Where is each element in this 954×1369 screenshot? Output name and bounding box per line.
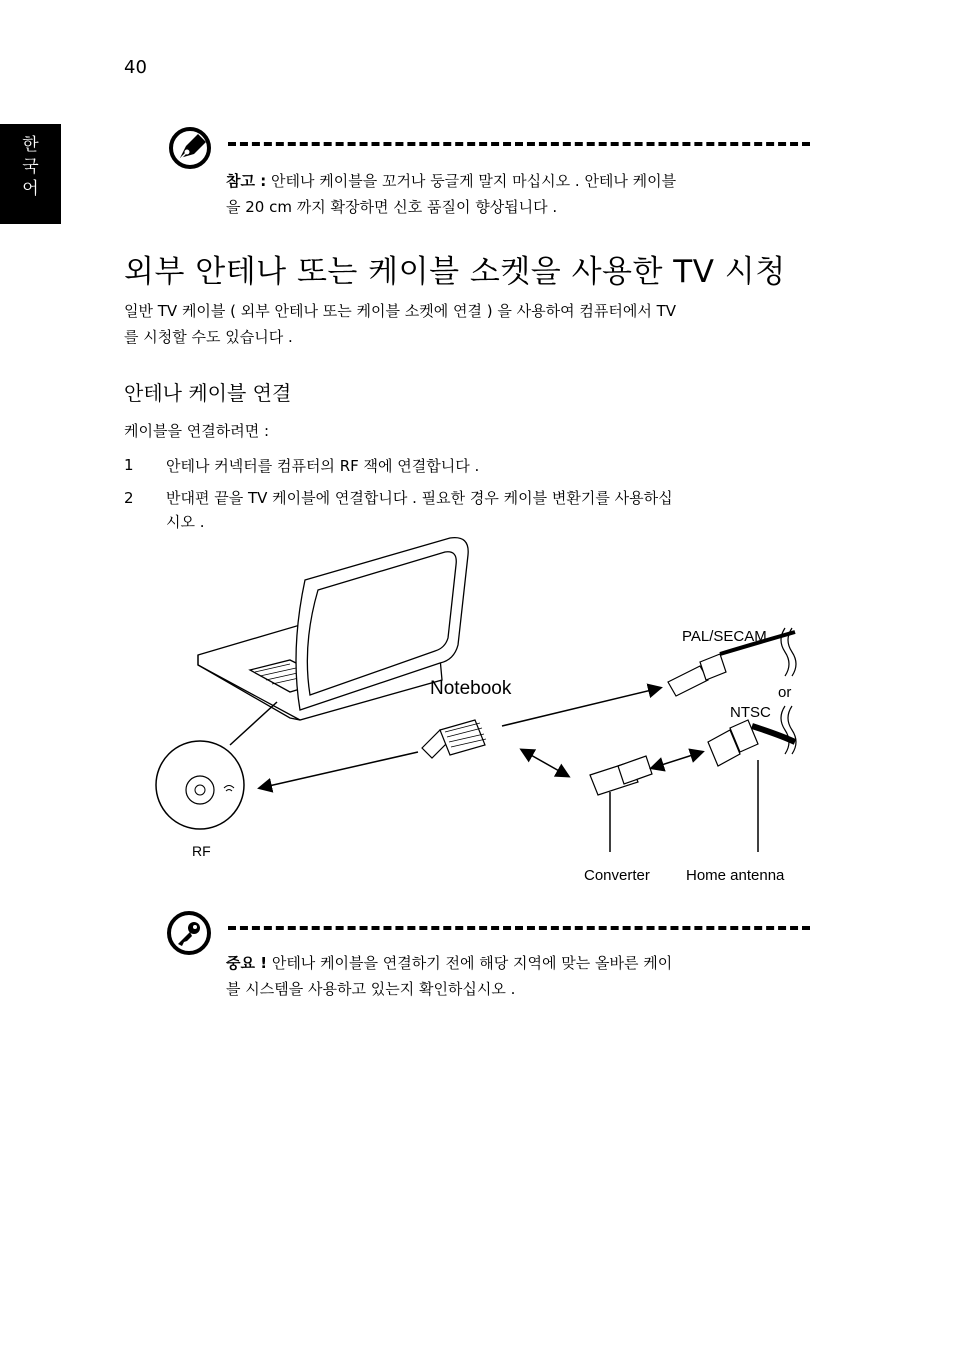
note-text [226, 168, 806, 220]
rf-port-illustration [156, 702, 277, 829]
language-tab [0, 124, 61, 224]
intro-line: 일반 TV 케이블 ( 외부 안테나 또는 케이블 소켓에 연결 ) 을 사용하여 컴퓨터에서 TV [124, 302, 677, 320]
label-ntsc: NTSC [730, 704, 771, 721]
subsection-lead: 케이블을 연결하려면 : [124, 422, 270, 440]
diagram-shape [178, 932, 192, 946]
note-line: 을 20 cm 까지 확장하면 신호 품질이 향상됩니다 . [226, 198, 558, 216]
note-line: 안테나 케이블을 꼬거나 둥글게 말지 마십시오 . 안테나 케이블 [270, 172, 677, 190]
subsection-title: 안테나 케이블 연결 [124, 381, 292, 405]
note-pen-icon [168, 124, 216, 172]
diagram-shape [668, 666, 708, 696]
label-rf: RF [192, 843, 211, 859]
arrow-to-converter [522, 750, 568, 776]
step-text [166, 486, 806, 534]
important-line: 안테나 케이블을 연결하기 전에 해당 지역에 맞는 올바른 케이 [271, 954, 673, 972]
key-icon [166, 910, 212, 956]
label-notebook: Notebook [430, 678, 512, 699]
important-line: 블 시스템을 사용하고 있는지 확인하십시오 . [226, 980, 516, 998]
section-title: 외부 안테나 또는 케이블 소켓을 사용한 TV 시청 [124, 254, 786, 290]
label-home-antenna: Home antenna [686, 867, 785, 884]
diagram-shape [618, 756, 652, 784]
important-text [226, 950, 806, 1002]
important-label: 중요 ! [226, 954, 268, 972]
step-line: 안테나 커넥터를 컴퓨터의 RF 잭에 연결합니다 . [166, 457, 480, 475]
important-divider [228, 926, 810, 930]
notebook-illustration [198, 538, 468, 720]
arrow-to-rf [260, 752, 418, 788]
note-divider [228, 142, 810, 146]
antenna-connector-illustration [422, 720, 486, 758]
intro-line: 를 시청할 수도 있습니다 . [124, 328, 293, 346]
arrow-to-pal [502, 688, 660, 726]
label-converter: Converter [584, 867, 650, 884]
step-text [166, 454, 806, 478]
label-or: or [778, 684, 792, 701]
language-tab-char: 국 [22, 157, 39, 177]
step-number: 1 [124, 456, 134, 474]
language-tab-char: 한 [22, 135, 39, 155]
diagram-shape [788, 628, 796, 676]
note-label: 참고 : [226, 172, 267, 190]
diagram-shape [781, 706, 789, 754]
step-line: 반대편 끝을 TV 케이블에 연결합니다 . 필요한 경우 케이블 변환기를 사용하십 [166, 489, 673, 507]
step-number: 2 [124, 489, 134, 507]
page-number: 40 [124, 57, 147, 78]
diagram-shape [230, 702, 277, 745]
diagram-shape [788, 706, 796, 754]
arrow-to-ntsc [652, 752, 702, 768]
diagram-shape [440, 720, 485, 755]
label-pal-secam: PAL/SECAM [682, 628, 767, 645]
step-line: 시오 . [166, 513, 205, 531]
diagram-shape [193, 925, 197, 929]
ntsc-plug-illustration [708, 720, 795, 766]
connection-diagram [140, 530, 820, 890]
section-intro [124, 298, 810, 350]
language-tab-char: 어 [22, 179, 39, 199]
converter-illustration [590, 756, 652, 852]
